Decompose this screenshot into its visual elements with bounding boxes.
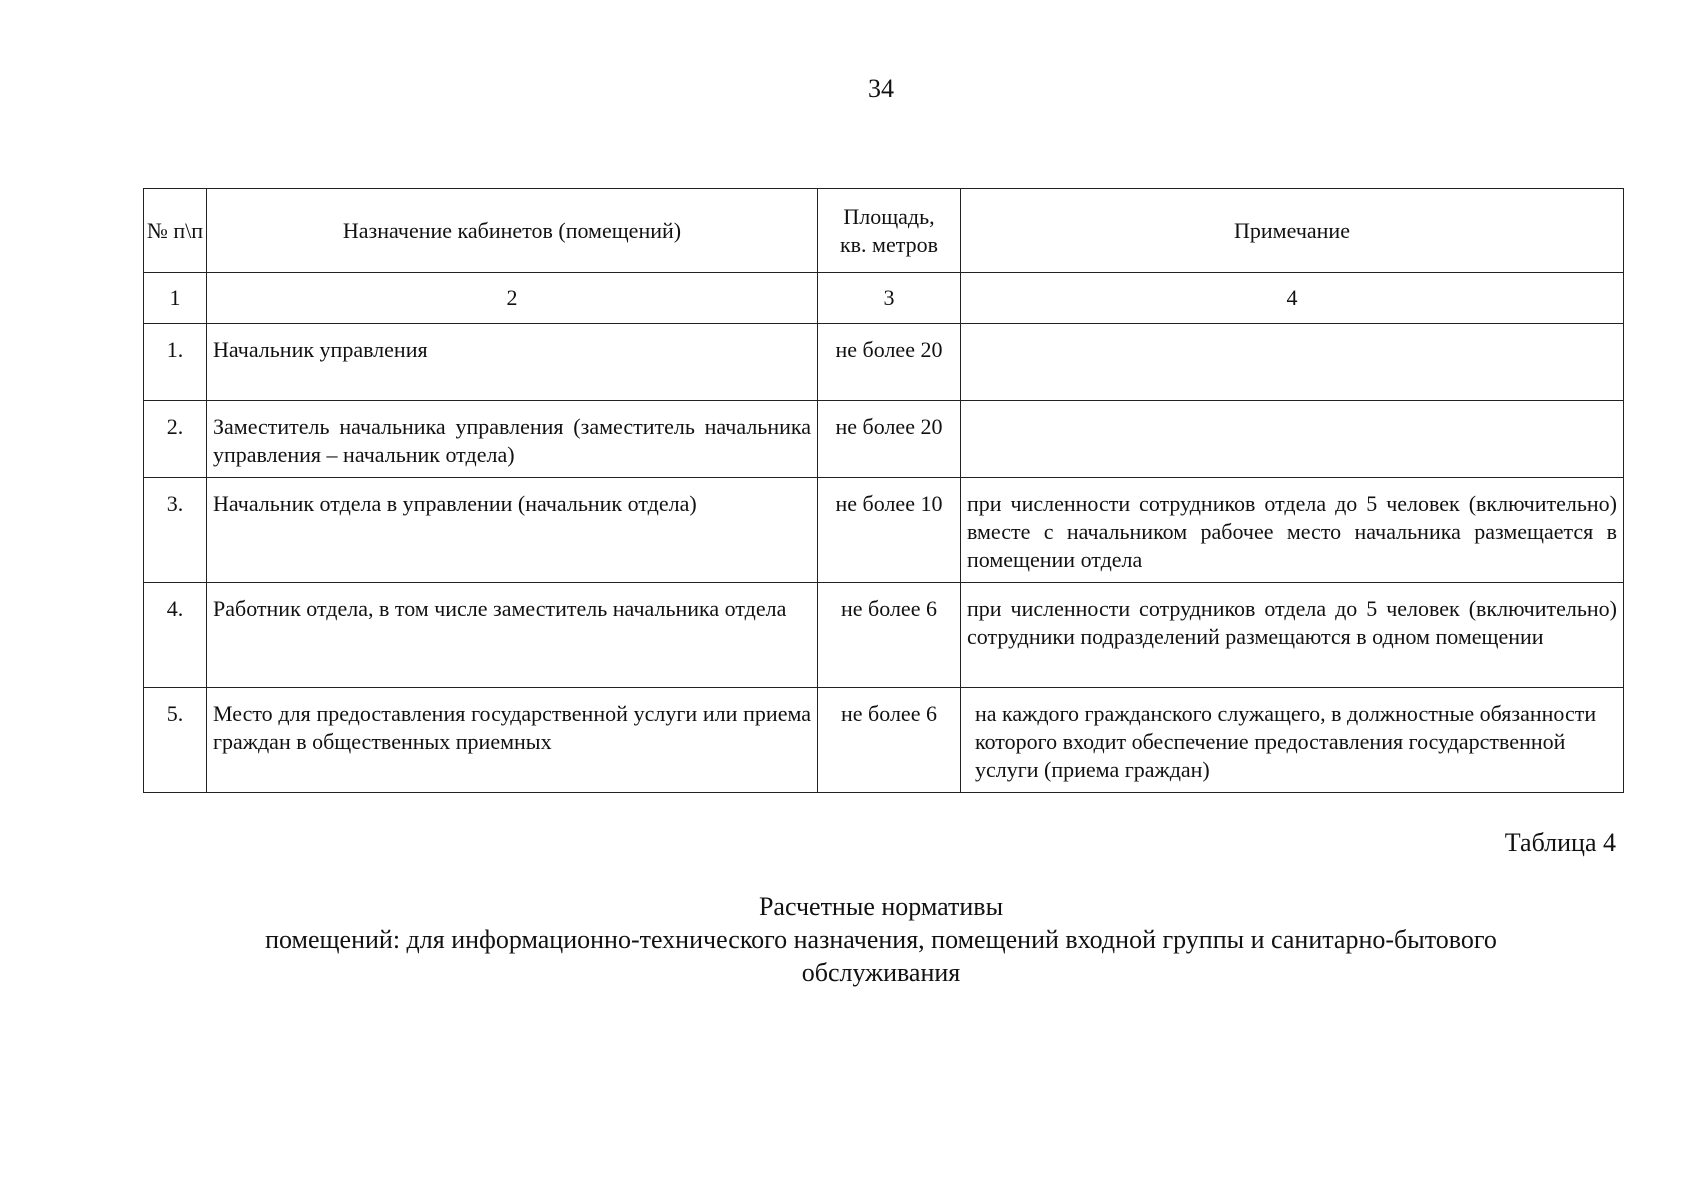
row-purpose: Начальник управления <box>207 324 818 401</box>
row-num: 2. <box>144 401 207 478</box>
row-note: при численности сотрудников отдела до 5 человек (включительно) сотрудники подразделений размещаются в одном помещении <box>961 583 1624 688</box>
section-subtitle: помещений: для информационно-технического назначения, помещений входной группы и санитарно-бытового обслуживания <box>265 925 1497 987</box>
column-number-row <box>144 273 1624 324</box>
column-number: 1 <box>144 273 207 324</box>
table-row <box>144 478 1624 583</box>
header-area: Площадь, кв. метров <box>818 189 961 273</box>
column-number: 4 <box>961 273 1624 324</box>
row-area: не более 20 <box>818 324 961 401</box>
row-note <box>961 324 1624 401</box>
row-purpose: Место для предоставления государственной услуги или приема граждан в общественных приемных <box>207 688 818 793</box>
row-purpose: Работник отдела, в том числе заместитель начальника отдела <box>207 583 818 688</box>
row-num: 5. <box>144 688 207 793</box>
table-row <box>144 583 1624 688</box>
row-num: 1. <box>144 324 207 401</box>
row-area: не более 20 <box>818 401 961 478</box>
table-label: Таблица 4 <box>1504 828 1616 857</box>
office-norms-table <box>143 188 1624 793</box>
row-note <box>961 401 1624 478</box>
row-num: 3. <box>144 478 207 583</box>
header-purpose: Назначение кабинетов (помещений) <box>207 189 818 273</box>
column-number: 2 <box>207 273 818 324</box>
row-note: при численности сотрудников отдела до 5 человек (включительно) вместе с начальником рабочее место начальника размещается в помещении отдела <box>961 478 1624 583</box>
section-title: Расчетные нормативы <box>758 892 1004 921</box>
row-purpose: Начальник отдела в управлении (начальник отдела) <box>207 478 818 583</box>
row-purpose: Заместитель начальника управления (заместитель начальника управления – начальник отдела) <box>207 401 818 478</box>
table-row <box>144 324 1624 401</box>
header-num: № п\п <box>144 189 207 273</box>
row-num: 4. <box>144 583 207 688</box>
row-area: не более 6 <box>818 688 961 793</box>
column-number: 3 <box>818 273 961 324</box>
row-area: не более 6 <box>818 583 961 688</box>
row-note: на каждого гражданского служащего, в должностные обязанности которого входит обеспечение предоставления государственной услуги (приема граждан) <box>961 688 1624 793</box>
table-row <box>144 401 1624 478</box>
row-area: не более 10 <box>818 478 961 583</box>
table-row <box>144 688 1624 793</box>
header-note: Примечание <box>961 189 1624 273</box>
table-header-row <box>144 189 1624 273</box>
page-number: 34 <box>868 74 894 103</box>
